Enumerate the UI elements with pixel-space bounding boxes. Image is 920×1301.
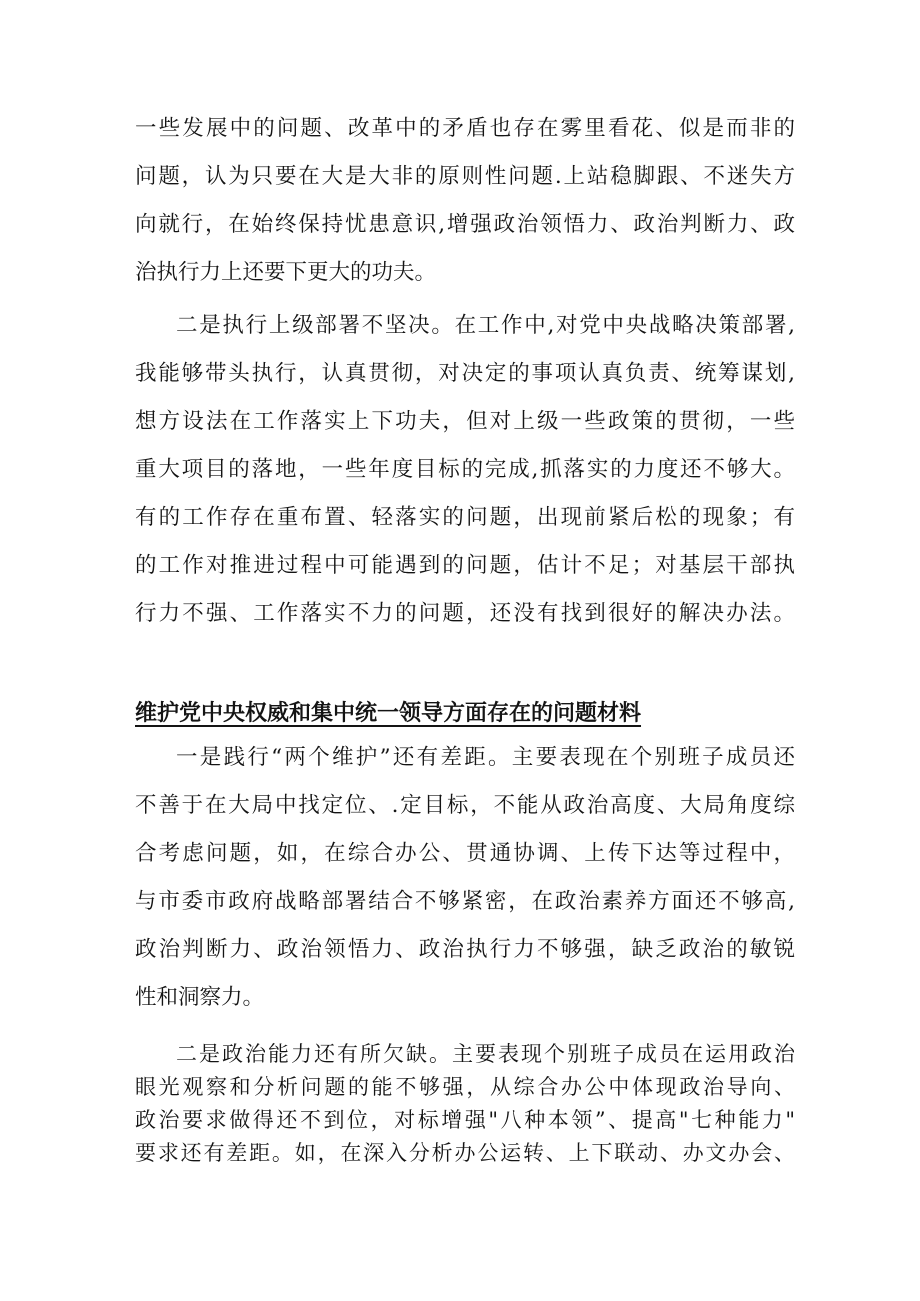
section-paragraph-1-line-3: 合考虑问题，如，在综合办公、贯通协调、上传下达等过程中， <box>135 841 795 866</box>
section-paragraph-2-line-1: 二是政治能力还有所欠缺。主要表现个别班子成员在运用政治 <box>176 1042 795 1066</box>
section-heading: 维护党中央权威和集中统一领导方面存在的问题材料 <box>135 700 642 726</box>
section-paragraph-2-line-4: 要求还有差距。如，在深入分析办公运转、上下联动、办文办会、 <box>135 1141 795 1165</box>
paragraph-2-line-7: 行力不强、工作落实不力的问题，还没有找到很好的解决办法。 <box>135 601 795 626</box>
paragraph-2-line-2: 我能够带头执行，认真贯彻，对决定的事项认真负责、统筹谋划, <box>135 361 795 386</box>
section-paragraph-1-line-2: 不善于在大局中找定位、.定目标，不能从政治高度、大局角度综 <box>135 793 795 818</box>
section-paragraph-1-line-6: 性和洞察力。 <box>135 985 265 1010</box>
section-paragraph-2-line-3: 政治要求做得还不到位，对标增强"八种本领”、提高"七种能力" <box>135 1108 795 1132</box>
paragraph-1-line-3: 向就行，在始终保持忧患意识,增强政治领悟力、政治判断力、政 <box>135 212 795 237</box>
paragraph-1-line-1: 一些发展中的问题、改革中的矛盾也存在雾里看花、似是而非的 <box>135 116 795 141</box>
section-paragraph-1-line-1: 一是践行“两个维护”还有差距。主要表现在个别班子成员还 <box>176 745 795 770</box>
paragraph-1-line-2: 问题，认为只要在大是大非的原则性问题.上站稳脚跟、不迷失方 <box>135 164 795 189</box>
paragraph-2-line-5: 有的工作存在重布置、轻落实的问题，出现前紧后松的现象；有 <box>135 505 795 530</box>
paragraph-2-line-1: 二是执行上级部署不坚决。在工作中,对党中央战略决策部署, <box>176 313 795 338</box>
section-paragraph-1-line-4: 与市委市政府战略部署结合不够紧密，在政治素养方面还不够高, <box>135 889 795 914</box>
paragraph-2-line-4: 重大项目的落地，一些年度目标的完成,抓落实的力度还不够大。 <box>135 457 795 482</box>
paragraph-1-line-4: 治执行力上还要下更大的功夫。 <box>135 260 437 285</box>
paragraph-2-line-3: 想方设法在工作落实上下功夫，但对上级一些政策的贯彻，一些 <box>135 409 795 434</box>
section-paragraph-1-line-5: 政治判断力、政治领悟力、政治执行力不够强，缺乏政治的敏锐 <box>135 937 795 962</box>
section-paragraph-2-line-2: 眼光观察和分析问题的能不够强，从综合办公中体现政治导向、 <box>135 1075 795 1099</box>
paragraph-2-line-6: 的工作对推进过程中可能遇到的问题，估计不足；对基层干部执 <box>135 553 795 578</box>
